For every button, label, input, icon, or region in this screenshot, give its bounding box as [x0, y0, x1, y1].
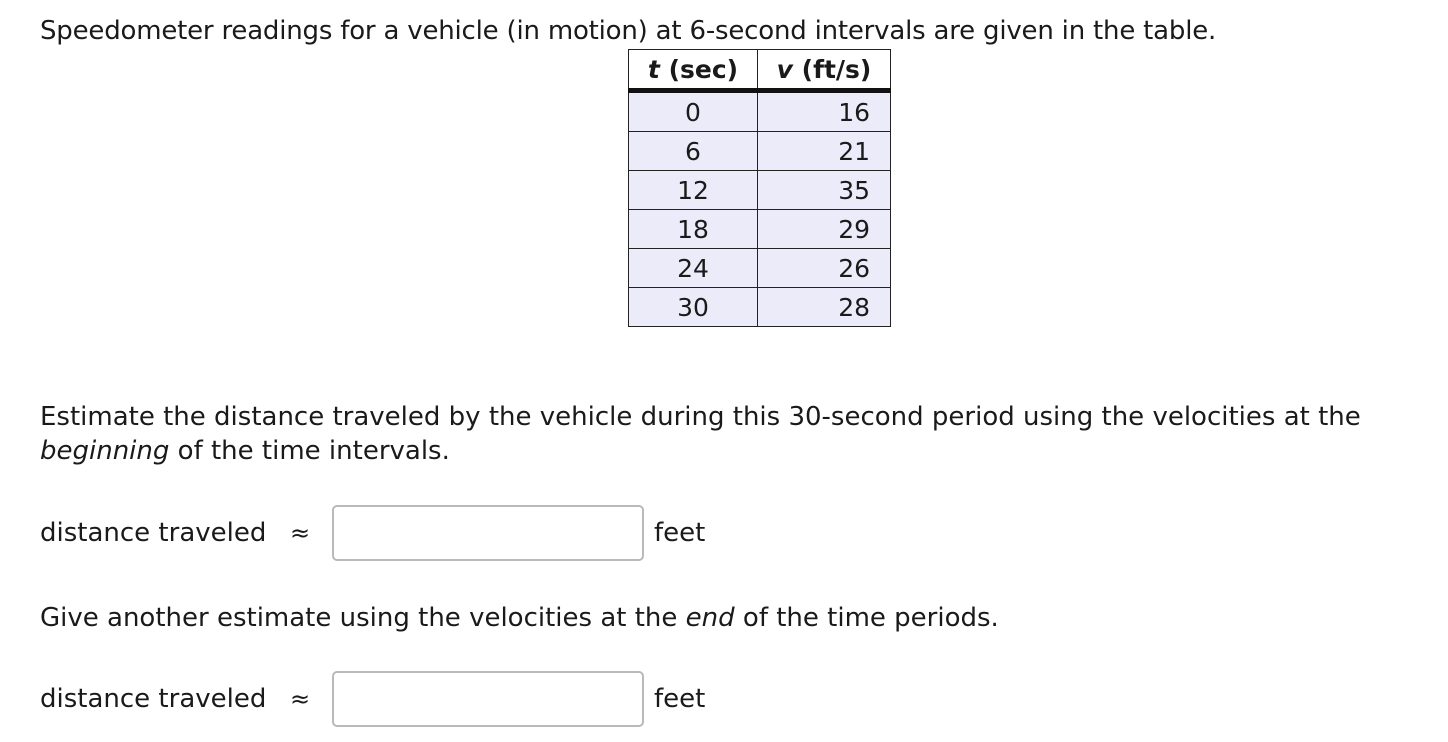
header-velocity	[758, 50, 891, 91]
table-row	[629, 288, 891, 327]
header-time-symbol: t	[647, 54, 660, 84]
table-row	[629, 171, 891, 210]
answer-1-unit: feet	[654, 518, 706, 548]
answer-2-unit: feet	[654, 684, 706, 714]
question-1-line-1: Estimate the distance traveled by the vehicle during this 30-second period using the velocities at the	[40, 402, 1361, 432]
header-time	[629, 50, 758, 91]
table-row	[629, 91, 891, 132]
approx-symbol: ≈	[290, 519, 311, 547]
velocity-cell: 16	[758, 91, 891, 132]
question-2-before: Give another estimate using the velocities at the	[40, 603, 686, 633]
time-cell: 12	[629, 171, 758, 210]
velocity-cell: 28	[758, 288, 891, 327]
velocity-cell: 29	[758, 210, 891, 249]
answer-row-2	[40, 669, 705, 729]
question-1-rest: of the time intervals.	[169, 436, 450, 466]
time-cell: 0	[629, 91, 758, 132]
question-2-after: of the time periods.	[734, 603, 999, 633]
speed-table	[628, 49, 891, 327]
distance-input-end[interactable]	[332, 671, 644, 727]
velocity-cell: 26	[758, 249, 891, 288]
answer-2-label: distance traveled	[40, 684, 267, 714]
table-header-row	[629, 50, 891, 91]
question-2-emphasis: end	[685, 603, 735, 633]
approx-symbol: ≈	[290, 685, 311, 713]
answer-row-1	[40, 503, 705, 563]
time-cell: 6	[629, 132, 758, 171]
header-velocity-unit: (ft/s)	[792, 54, 872, 84]
distance-input-beginning[interactable]	[332, 505, 644, 561]
question-1-emphasis: beginning	[40, 436, 170, 466]
table-row	[629, 132, 891, 171]
table-row	[629, 210, 891, 249]
header-velocity-symbol: v	[776, 54, 793, 84]
question-2	[40, 601, 999, 635]
velocity-cell: 35	[758, 171, 891, 210]
question-1-line-2	[40, 434, 1361, 468]
answer-1-label: distance traveled	[40, 518, 267, 548]
problem-intro: Speedometer readings for a vehicle (in motion) at 6-second intervals are given in the table.	[40, 16, 1217, 46]
time-cell: 24	[629, 249, 758, 288]
velocity-cell: 21	[758, 132, 891, 171]
table-row	[629, 249, 891, 288]
question-1	[40, 400, 1361, 468]
time-cell: 30	[629, 288, 758, 327]
header-time-unit: (sec)	[659, 54, 739, 84]
time-cell: 18	[629, 210, 758, 249]
